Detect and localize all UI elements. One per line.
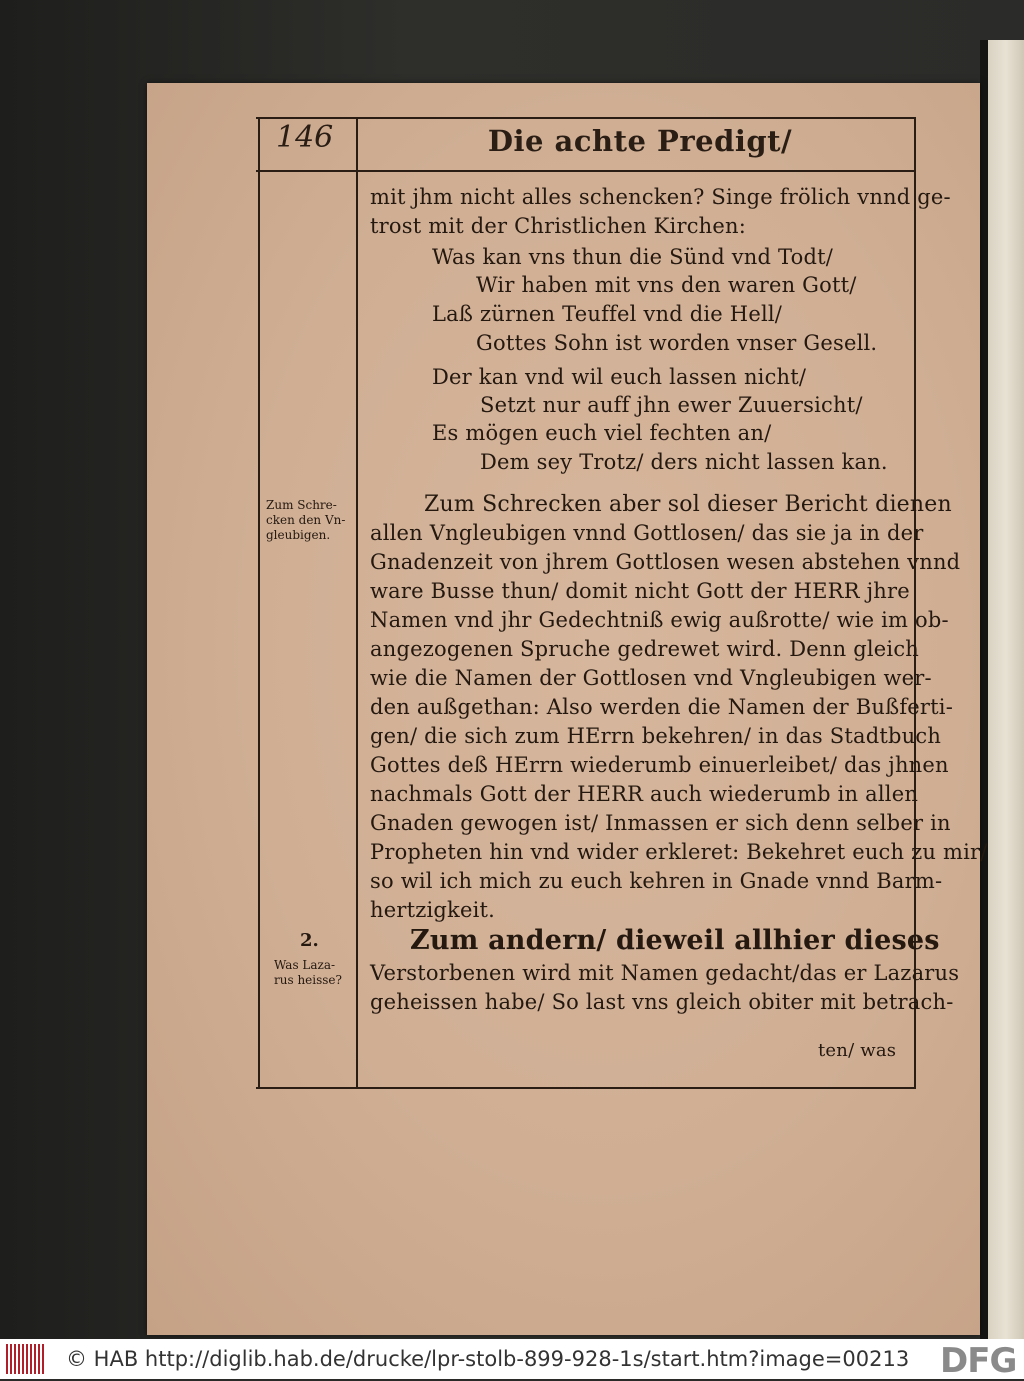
footer-rule xyxy=(256,1087,916,1089)
section-heading-line: Zum andern/ dieweil allhier dieses xyxy=(410,925,940,956)
text-line: angezogenen Spruche gedrewet wird. Denn gleich xyxy=(370,637,920,661)
text-line: mit jhm nicht alles schencken? Singe frölich vnnd ge- xyxy=(370,185,951,209)
margin-note-line: Was Laza- xyxy=(274,958,336,972)
margin-column-rule xyxy=(356,117,358,1089)
margin-note-line: gleubigen. xyxy=(266,528,331,542)
text-line: Gottes deß HErrn wiederumb einuerleibet/ das jhnen xyxy=(370,753,949,777)
margin-note-number: 2. xyxy=(300,930,319,951)
text-line: ware Busse thun/ domit nicht Gott der HERR jhre xyxy=(370,579,910,603)
text-line: Zum Schrecken aber sol dieser Bericht dienen xyxy=(424,492,952,517)
header-underline xyxy=(256,170,916,172)
hab-logo-icon xyxy=(6,1344,46,1374)
text-line: Gnaden gewogen ist/ Inmassen er sich denn selber in xyxy=(370,811,951,835)
margin-note-line: rus heisse? xyxy=(274,973,342,987)
next-page-edge xyxy=(988,40,1024,1340)
text-line: trost mit der Christlichen Kirchen: xyxy=(370,214,747,238)
text-line: geheissen habe/ So last vns gleich obiter mit betrach- xyxy=(370,990,954,1014)
frame-left-rule xyxy=(258,117,260,1089)
verse-line: Laß zürnen Teuffel vnd die Hell/ xyxy=(432,302,783,326)
verse-line: Gottes Sohn ist worden vnser Gesell. xyxy=(476,331,878,355)
text-line: den außgethan: Also werden die Namen der Bußferti- xyxy=(370,695,954,719)
verse-line: Wir haben mit vns den waren Gott/ xyxy=(476,273,857,297)
running-title: Die achte Predigt/ xyxy=(487,124,793,158)
text-line: Gnadenzeit von jhrem Gottlosen wesen abstehen vnnd xyxy=(370,550,961,574)
dfg-logo: DFG xyxy=(940,1341,1017,1381)
text-line: gen/ die sich zum HErrn bekehren/ in das Stadtbuch xyxy=(370,724,942,748)
margin-note-line: Zum Schre- xyxy=(266,498,337,512)
text-line: nachmals Gott der HERR auch wiederumb in allen xyxy=(370,782,919,806)
text-line: Namen vnd jhr Gedechtniß ewig außrotte/ wie im ob- xyxy=(370,608,949,632)
margin-note-line: cken den Vn- xyxy=(266,513,346,527)
page-number: 146 xyxy=(276,120,334,155)
verse-line: Dem sey Trotz/ ders nicht lassen kan. xyxy=(480,450,888,474)
text-line: allen Vngleubigen vnnd Gottlosen/ das sie ja in der xyxy=(370,521,924,545)
margin-note-schrecken xyxy=(266,498,345,543)
verse-line: Der kan vnd wil euch lassen nicht/ xyxy=(432,365,807,389)
verse-line: Es mögen euch viel fechten an/ xyxy=(432,421,772,445)
text-line: wie die Namen der Gottlosen vnd Vngleubigen wer- xyxy=(370,666,932,690)
header-rule xyxy=(256,117,916,119)
text-line: hertzigkeit. xyxy=(370,898,496,922)
text-line: Verstorbenen wird mit Namen gedacht/das er Lazarus xyxy=(370,961,960,985)
text-line: so wil ich mich zu euch kehren in Gnade vnnd Barm- xyxy=(370,869,943,893)
text-line: Propheten hin vnd wider erkleret: Bekehret euch zu mir/ xyxy=(370,840,988,864)
copyright-link[interactable]: © HAB http://diglib.hab.de/drucke/lpr-stolb-899-928-1s/start.htm?image=00213 xyxy=(66,1347,910,1371)
verse-line: Was kan vns thun die Sünd vnd Todt/ xyxy=(432,245,834,269)
catchword: ten/ was xyxy=(818,1040,897,1061)
verse-line: Setzt nur auff jhn ewer Zuuersicht/ xyxy=(480,393,863,417)
margin-note-lazarus xyxy=(274,958,342,988)
